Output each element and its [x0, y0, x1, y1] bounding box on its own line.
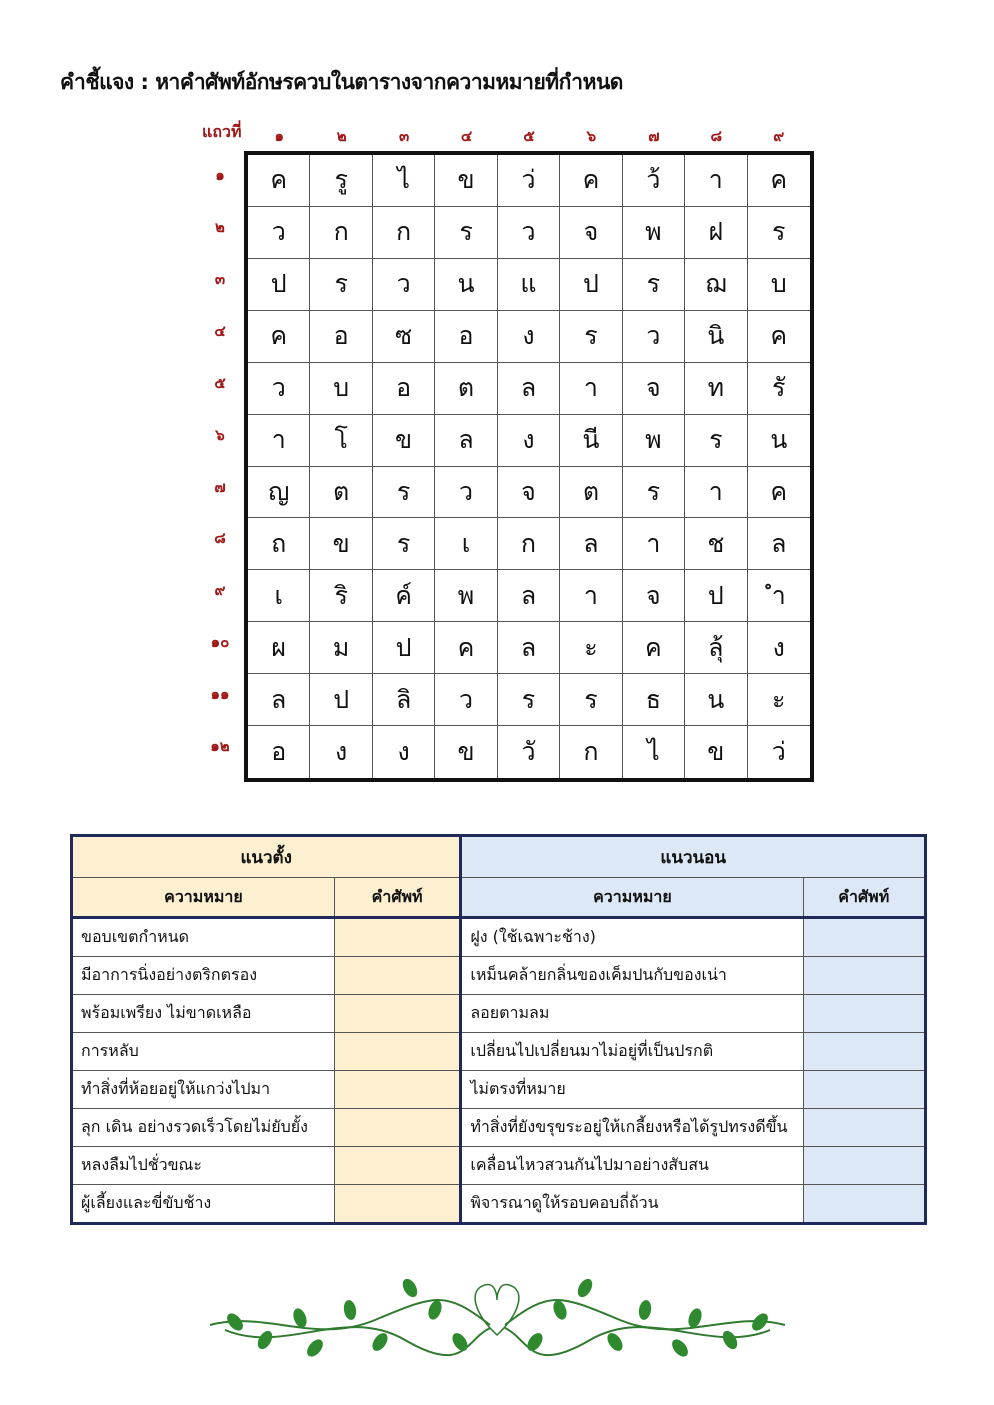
vertical-meaning: พร้อมเพรียง ไม่ขาดเหลือ	[72, 995, 335, 1033]
horizontal-meaning: พิจารณาดูให้รอบคอบถี่ถ้วน	[461, 1185, 803, 1224]
grid-cell: พ	[623, 415, 685, 467]
grid-cell: รั	[748, 363, 810, 415]
horizontal-word-header: คำศัพท์	[803, 878, 925, 918]
grid-cell: ลิ	[373, 674, 435, 726]
horizontal-meaning-header: ความหมาย	[461, 878, 803, 918]
grid-cell: ร	[560, 311, 622, 363]
answer-row	[72, 1185, 926, 1224]
column-number: ๔	[460, 127, 473, 145]
grid-cell: ช	[685, 518, 747, 570]
grid-cell: ป	[373, 622, 435, 674]
row-number: ๑	[215, 166, 225, 184]
grid-cell: ซ	[373, 311, 435, 363]
grid-cell: จ	[498, 467, 560, 519]
grid-cell: อ	[373, 363, 435, 415]
grid-cell: ร	[310, 259, 372, 311]
instructions-heading: คำชี้แจง : หาคำศัพท์อักษรควบในตารางจากความหมายที่กำหนด	[60, 70, 623, 94]
grid-cell: จ	[623, 570, 685, 622]
grid-cell: ก	[310, 207, 372, 259]
vine-ornament	[205, 1270, 790, 1365]
vertical-meaning: ผู้เลี้ยงและขี่ขับช้าง	[72, 1185, 335, 1224]
row-number: ๒	[215, 217, 225, 236]
grid-cell: วั	[498, 726, 560, 778]
grid-cell: ล	[248, 674, 310, 726]
horizontal-meaning: ลอยตามลม	[461, 995, 803, 1033]
grid-cell: ว	[435, 674, 497, 726]
grid-cell: เ	[435, 518, 497, 570]
grid-cell: ท	[685, 363, 747, 415]
horizontal-answer-field[interactable]	[803, 1185, 925, 1224]
grid-cell: ล	[748, 518, 810, 570]
grid-cell: ว่	[771, 737, 786, 767]
grid-cell: รู	[310, 155, 372, 207]
grid-cell: ค	[748, 311, 810, 363]
column-number: ๖	[586, 127, 597, 145]
grid-cell: ร	[560, 674, 622, 726]
word-search-grid	[244, 151, 814, 782]
grid-cell: ค	[623, 622, 685, 674]
grid-cell: ค	[248, 311, 310, 363]
row-number: ๑๐	[210, 633, 230, 652]
vertical-answer-field[interactable]	[334, 957, 460, 995]
grid-cell: บ	[748, 259, 810, 311]
grid-cell: ร	[748, 207, 810, 259]
grid-cell: ร	[373, 467, 435, 519]
vertical-answer-field[interactable]	[334, 1109, 460, 1147]
horizontal-answer-field[interactable]	[803, 1033, 925, 1071]
horizontal-header: แนวนอน	[461, 836, 926, 878]
vertical-meaning: ขอบเขตกำหนด	[72, 918, 335, 957]
vertical-meaning: ลุก เดิน อย่างรวดเร็วโดยไม่ยับยั้ง	[72, 1109, 335, 1147]
grid-cell: ล	[435, 415, 497, 467]
grid-cell: ง	[310, 726, 372, 778]
grid-cell: พ	[435, 570, 497, 622]
vertical-answer-field[interactable]	[334, 1147, 460, 1185]
horizontal-answer-field[interactable]	[803, 1147, 925, 1185]
grid-cell: ว่	[498, 155, 560, 207]
grid-cell: ข	[435, 155, 497, 207]
horizontal-meaning: เปลี่ยนไปเปลี่ยนมาไม่อยู่ที่เป็นปรกติ	[461, 1033, 803, 1071]
vertical-answer-field[interactable]	[334, 918, 460, 957]
grid-cell: ว	[498, 207, 560, 259]
grid-cell: ล	[498, 570, 560, 622]
grid-cell: ร	[373, 518, 435, 570]
grid-cell: นี	[560, 415, 622, 467]
grid-cell: า	[685, 467, 747, 519]
grid-cell: ผ	[248, 622, 310, 674]
vertical-answer-field[interactable]	[334, 1071, 460, 1109]
grid-cell: ค	[435, 622, 497, 674]
vertical-meaning-header: ความหมาย	[72, 878, 335, 918]
grid-cell: ว	[623, 311, 685, 363]
column-number: ๘	[710, 127, 723, 145]
grid-cell: ว	[248, 207, 310, 259]
answer-row	[72, 1033, 926, 1071]
grid-cell: ป	[685, 570, 747, 622]
horizontal-answer-field[interactable]	[803, 918, 925, 957]
grid-cell: อ	[435, 311, 497, 363]
grid-cell: ต	[560, 467, 622, 519]
grid-cell: า	[560, 363, 622, 415]
row-number: ๑๑	[210, 685, 230, 704]
grid-cell: ข	[685, 726, 747, 778]
grid-cell: ล	[498, 363, 560, 415]
grid-cell: ค	[748, 467, 810, 519]
grid-cell: ค	[248, 155, 310, 207]
grid-cell: เ	[248, 570, 310, 622]
answer-row	[72, 1109, 926, 1147]
grid-cell: จ	[623, 363, 685, 415]
horizontal-answer-field[interactable]	[803, 995, 925, 1033]
answer-row	[72, 995, 926, 1033]
grid-cell: น	[685, 674, 747, 726]
grid-cell: ก	[498, 518, 560, 570]
grid-cell: อ	[310, 311, 372, 363]
grid-cell: ฝ	[685, 207, 747, 259]
grid-cell: ก	[560, 726, 622, 778]
grid-cell: โ	[310, 415, 372, 467]
row-header-label: แถวที่	[202, 122, 242, 141]
grid-cell: ว้	[623, 155, 685, 207]
row-number: ๔	[214, 321, 226, 340]
grid-cell: ก	[373, 207, 435, 259]
horizontal-answer-field[interactable]	[803, 957, 925, 995]
grid-cell: ไ	[623, 726, 685, 778]
row-number: ๗	[214, 477, 226, 496]
vertical-meaning: ทำสิ่งที่ห้อยอยู่ให้แกว่งไปมา	[72, 1071, 335, 1109]
grid-cell: ป	[560, 259, 622, 311]
column-number: ๑	[274, 127, 284, 145]
grid-cell: ต	[310, 467, 372, 519]
grid-cell: ง	[498, 311, 560, 363]
column-number: ๙	[773, 127, 785, 145]
horizontal-answer-field[interactable]	[803, 1071, 925, 1109]
grid-cell: ง	[748, 622, 810, 674]
grid-cell: า	[623, 518, 685, 570]
vertical-word-header: คำศัพท์	[334, 878, 460, 918]
grid-cell: ร	[435, 207, 497, 259]
vertical-answer-field[interactable]	[334, 1185, 460, 1224]
row-number: ๖	[215, 425, 225, 444]
grid-cell: ค	[560, 155, 622, 207]
answer-row	[72, 1071, 926, 1109]
grid-cell: ว	[248, 363, 310, 415]
horizontal-meaning: ฝูง (ใช้เฉพาะช้าง)	[461, 918, 803, 957]
grid-cell: พ	[623, 207, 685, 259]
grid-cell: ค์	[373, 570, 435, 622]
grid-cell: นิ	[685, 311, 747, 363]
grid-cell: น	[748, 415, 810, 467]
grid-cell: ร	[623, 467, 685, 519]
grid-cell: ต	[435, 363, 497, 415]
grid-cell: ข	[435, 726, 497, 778]
grid-cell: ร	[623, 259, 685, 311]
vertical-answer-field[interactable]	[334, 1033, 460, 1071]
vertical-header: แนวตั้ง	[72, 836, 461, 878]
horizontal-meaning: ทำสิ่งที่ยังขรุขระอยู่ให้เกลี้ยงหรือได้รูปทรงดีขึ้น	[461, 1109, 803, 1147]
grid-cell: ข	[373, 415, 435, 467]
grid-cell: า	[560, 570, 622, 622]
grid-cell: ข	[310, 518, 372, 570]
grid-cell: ฌ	[685, 259, 747, 311]
column-number: ๓	[398, 127, 410, 145]
grid-cell: ำ	[748, 570, 810, 622]
horizontal-answer-field[interactable]	[803, 1109, 925, 1147]
grid-cell: อ	[248, 726, 310, 778]
vertical-meaning: หลงลืมไปชั่วขณะ	[72, 1147, 335, 1185]
grid-cell: บ	[310, 363, 372, 415]
grid-cell: ป	[310, 674, 372, 726]
column-number: ๗	[648, 127, 660, 145]
answer-table	[70, 834, 927, 1225]
grid-cell: จ	[560, 207, 622, 259]
grid-cell: ร	[685, 415, 747, 467]
grid-cell: ว	[435, 467, 497, 519]
horizontal-meaning: เคลื่อนไหวสวนกันไปมาอย่างสับสน	[461, 1147, 803, 1185]
grid-cell: ง	[373, 726, 435, 778]
horizontal-meaning: เหม็นคล้ายกลิ่นของเค็มปนกับของเน่า	[461, 957, 803, 995]
row-number: ๘	[214, 529, 226, 548]
grid-cell: ะ	[560, 622, 622, 674]
vertical-answer-field[interactable]	[334, 995, 460, 1033]
grid-cell: า	[248, 415, 310, 467]
row-number: ๙	[214, 581, 226, 600]
row-number: ๓	[214, 269, 226, 288]
grid-cell: ป	[248, 259, 310, 311]
grid-cell: ะ	[748, 674, 810, 726]
grid-cell: า	[685, 155, 747, 207]
vertical-meaning: การหลับ	[72, 1033, 335, 1071]
grid-cell: ว	[373, 259, 435, 311]
grid-cell: ไ	[373, 155, 435, 207]
grid-cell: ค	[748, 155, 810, 207]
grid-cell: ลุ้	[685, 622, 747, 674]
answer-row	[72, 957, 926, 995]
grid-cell: ง	[498, 415, 560, 467]
grid-cell: ล	[560, 518, 622, 570]
column-number: ๕	[523, 127, 535, 145]
column-number: ๒	[336, 127, 347, 145]
grid-cell: ญ	[248, 467, 310, 519]
grid-cell: ล	[498, 622, 560, 674]
grid-cell: ธ	[623, 674, 685, 726]
vertical-meaning: มีอาการนิ่งอย่างตริกตรอง	[72, 957, 335, 995]
answer-row	[72, 1147, 926, 1185]
grid-cell: ม	[310, 622, 372, 674]
row-number: ๑๒	[210, 737, 230, 756]
grid-cell: ร	[498, 674, 560, 726]
grid-cell: ถ	[248, 518, 310, 570]
grid-cell: น	[435, 259, 497, 311]
grid-cell: ริ	[310, 570, 372, 622]
row-number: ๕	[214, 373, 226, 392]
horizontal-meaning: ไม่ตรงที่หมาย	[461, 1071, 803, 1109]
grid-cell: แ	[498, 259, 560, 311]
answer-row	[72, 918, 926, 957]
